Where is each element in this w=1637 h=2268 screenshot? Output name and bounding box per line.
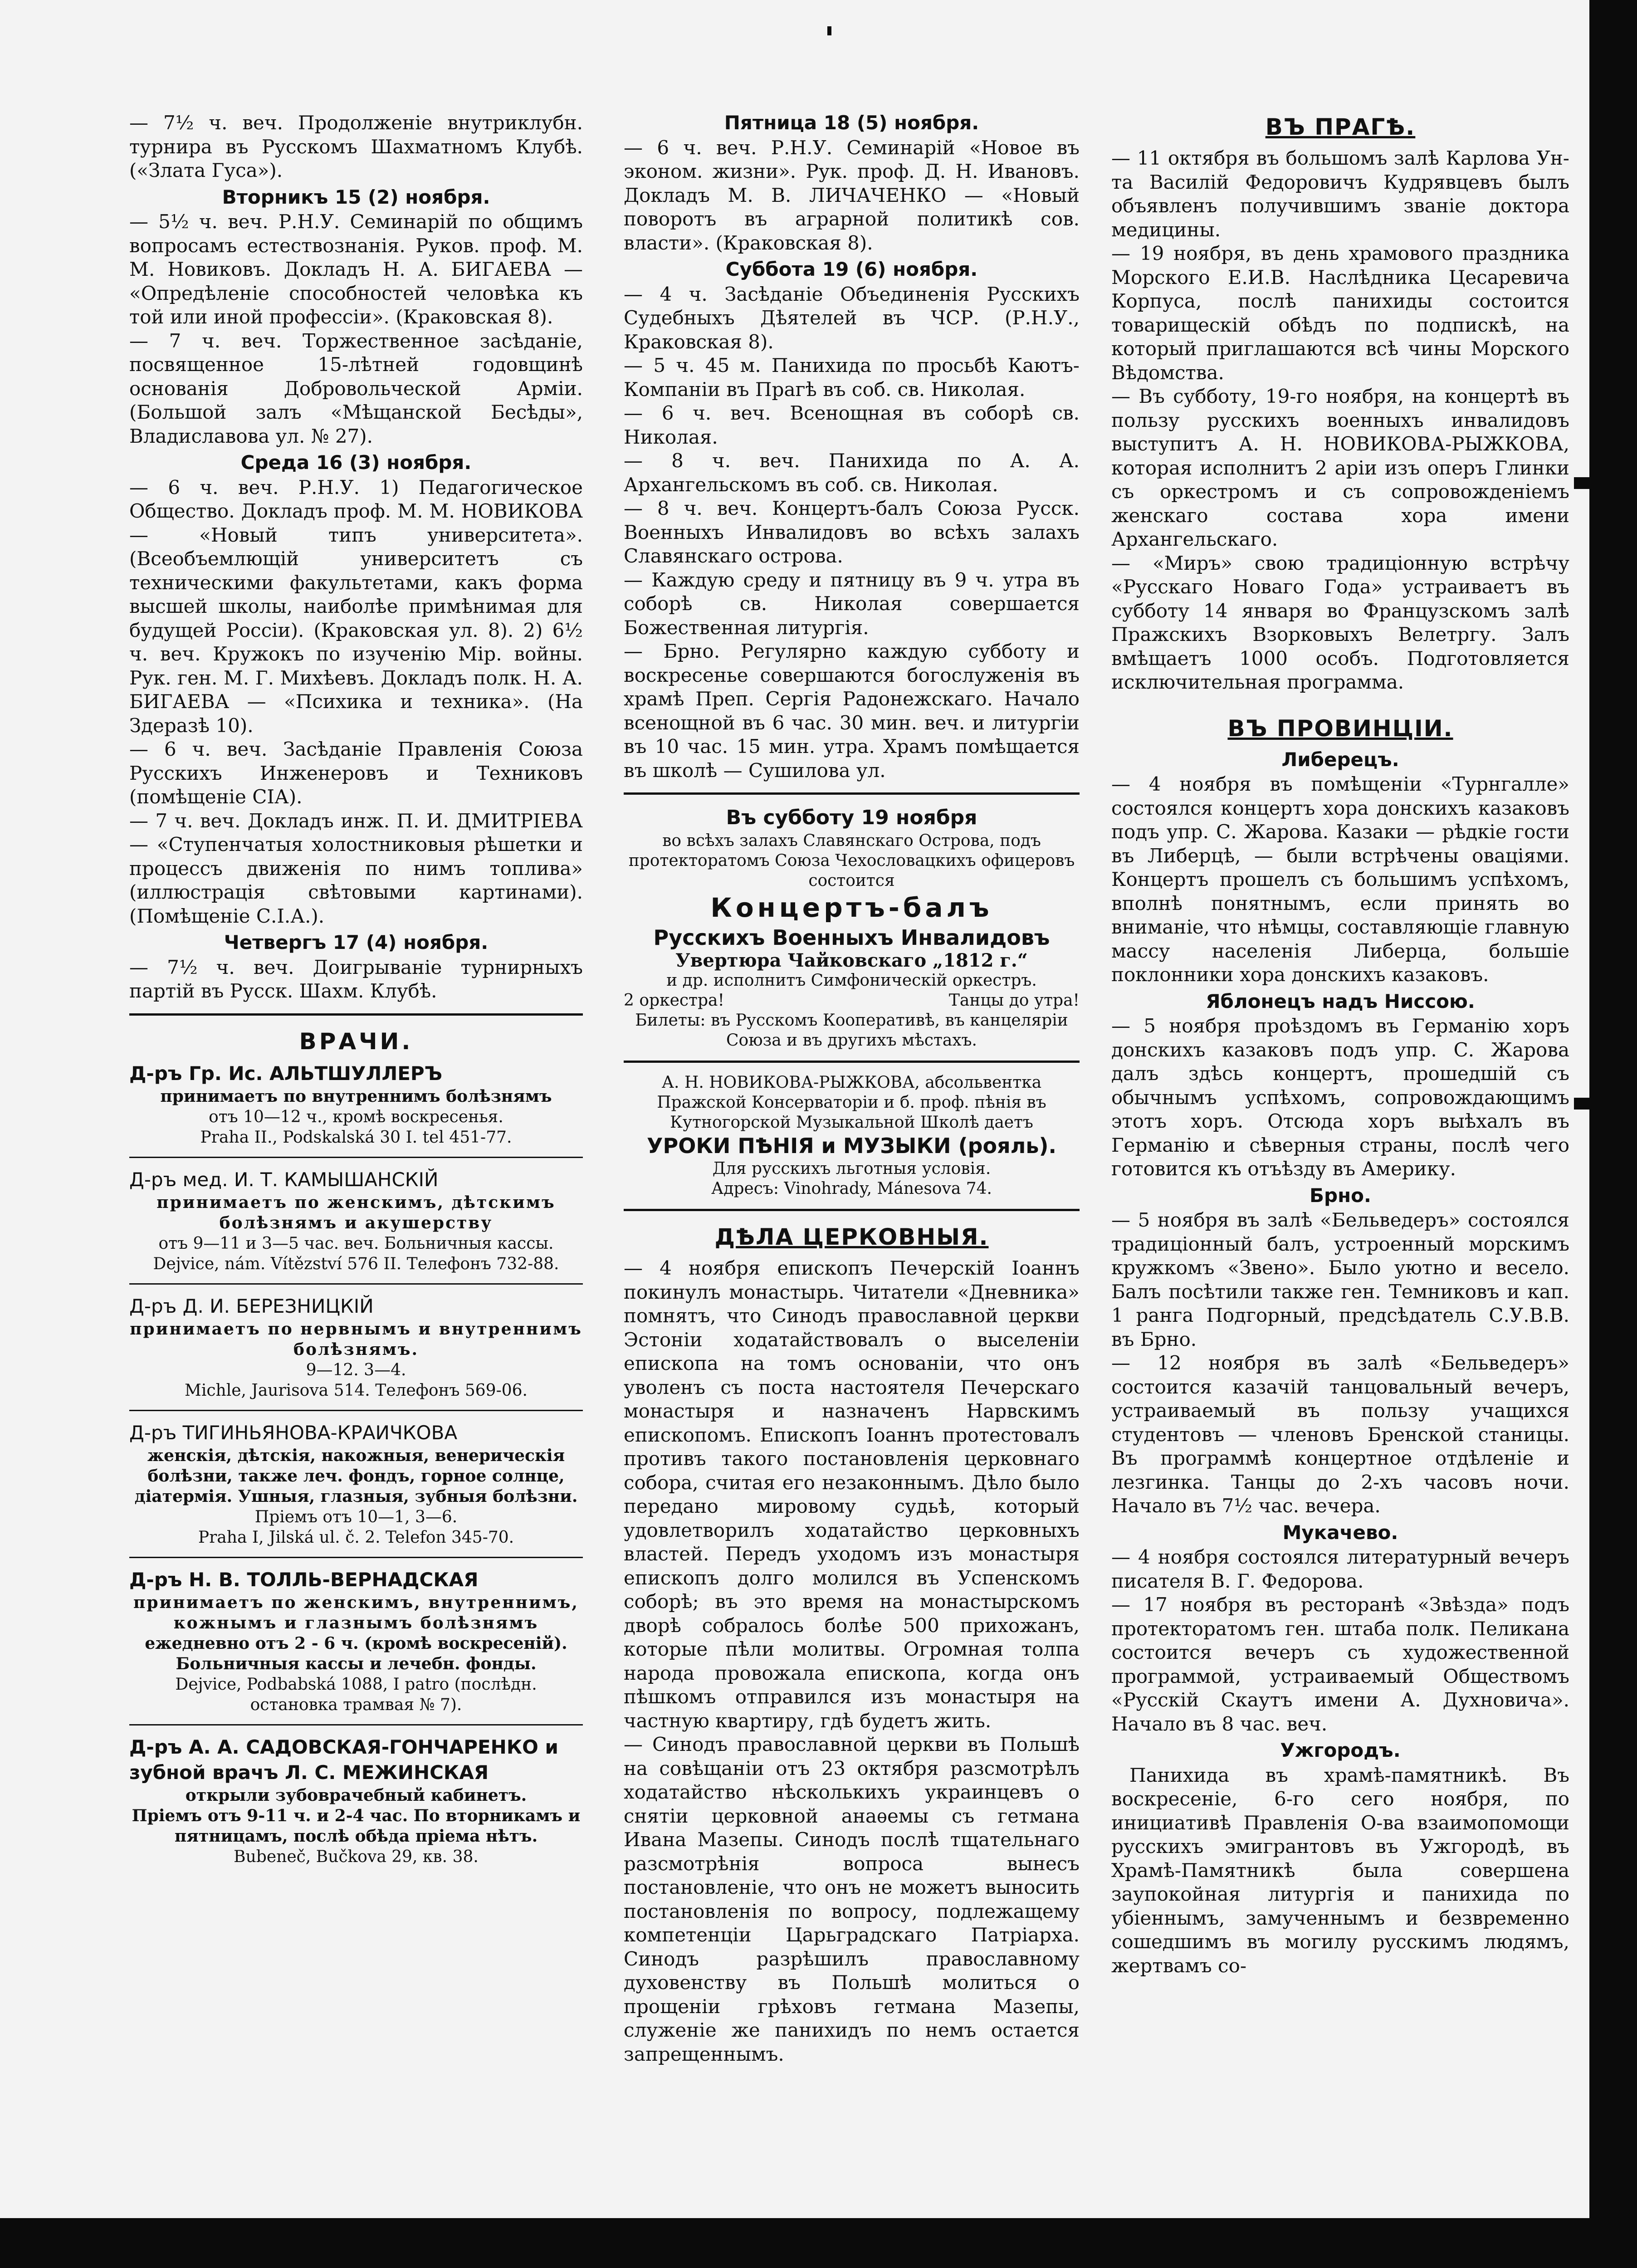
column-right xyxy=(1111,111,1569,1978)
ad-address: Адресъ: Vinohrady, Mánesova 74. xyxy=(711,1179,992,1198)
doctor-specialty: принимаетъ по внутреннимъ болѣзнямъ xyxy=(160,1086,552,1106)
scan-mark xyxy=(1574,1098,1592,1110)
doctor-ad xyxy=(129,1061,583,1148)
section-title-prague: ВЪ ПРАГѢ. xyxy=(1265,114,1416,140)
event-item: — 5 ч. 45 м. Панихида по просьбѣ Каютъ-Компаніи въ Прагѣ въ соб. св. Николая. xyxy=(624,354,1080,401)
doctor-name: Д-ръ А. А. САДОВСКАЯ-ГОНЧАРЕНКО и зубной врачъ Л. С. МЕЖИНСКАЯ xyxy=(129,1735,558,1784)
doctor-specialty: принимаетъ по нервнымъ и внутреннимъ болѣзнямъ. xyxy=(130,1319,582,1359)
doctor-hours: Пріемъ отъ 10—1, 3—6. xyxy=(254,1507,458,1526)
divider xyxy=(129,1013,583,1016)
doctor-name: Д-ръ мед. И. Т. КАМЫШАНСКІЙ xyxy=(129,1168,439,1191)
scan-border-right xyxy=(1589,0,1637,2268)
news-item: — 4 ноября епископъ Печерскій Іоаннъ покинулъ монастырь. Читатели «Дневника» помнятъ, что Синодъ православной церкви Эстоніи ходатайствовалъ о выселеніи епископа на томъ основаніи, что онъ уволенъ съ поста настоятеля Печерскаго монастыря и назначенъ Нарвскимъ епископомъ. Епископъ Іоаннъ протестовалъ противъ такого постановленія церковнаго собора, считая его незаконнымъ. Дѣло было передано мировому судьѣ, который удовлетворилъ ходатайство церковныхъ властей. Передъ уходомъ изъ монастыря епископъ долго молился въ Успенскомъ соборѣ; въ это время на монастырскомъ дворѣ собралось болѣе 500 прихожанъ, которые пѣли молитвы. Огромная толпа народа провожала епископа, когда онъ пѣшкомъ отправился изъ монастыря на частную квартиру, гдѣ будетъ жить. xyxy=(624,1257,1080,1732)
news-item: — Синодъ православной церкви въ Польшѣ на совѣщаніи отъ 23 октября разсмотрѣлъ ходатайство нѣсколькихъ украинцевъ о снятіи церковной анаѳемы съ гетмана Ивана Мазепы. Синодъ послѣ тщательнаго разсмотрѣнія вопроса вынесъ постановленіе, что онъ не можетъ выносить постановленія по вопросу, подлежащему компетенціи Царьградскаго Патріарха. Синодъ разрѣшилъ православному духовенству въ Польшѣ молиться о прощеніи грѣховъ гетмана Мазепы, служеніе же панихидъ по немъ остается запрещеннымъ. xyxy=(624,1733,1080,2065)
town-heading: Мукачево. xyxy=(1282,1521,1398,1544)
doctor-ad xyxy=(129,1420,583,1548)
news-item: — 4 ноября въ помѣщеніи «Турнгалле» состоялся концертъ хора донскихъ казаковъ подъ упр. С. Жарова. Казаки — рѣдкіе гости въ Либерцѣ, — были встрѣчены оваціями. Концертъ прошелъ съ большимъ успѣхомъ, вполнѣ понятнымъ, если принять во вниманіе, что нѣмцы, составляющіе главную массу населенія Либерца, большіе поклонники хора донскихъ казаковъ. xyxy=(1111,773,1569,986)
doctor-ad xyxy=(129,1294,583,1401)
news-item: Панихида въ храмѣ-памятникѣ. Въ воскресеніе, 6-го сего ноября, по инициативѣ Правленія О-ва взаимопомощи русскихъ эмигрантовъ въ Ужгородѣ, въ Храмѣ-Памятникѣ была совершена заупокойная литургія и панихида по убіеннымъ, замученнымъ и безвременно сошедшимъ въ могилу русскимъ людямъ, жертвамъ со- xyxy=(1111,1764,1569,1977)
ad-conditions: Для русскихъ льготныя условія. xyxy=(712,1159,991,1178)
ad-title: УРОКИ ПѢНІЯ и МУЗЫКИ (рояль). xyxy=(647,1134,1056,1158)
day-heading: Среда 16 (3) ноября. xyxy=(240,451,472,474)
town-heading: Ужгородъ. xyxy=(1280,1739,1401,1761)
day-heading: Пятница 18 (5) ноября. xyxy=(724,112,979,134)
ad-tickets: Билеты: въ Русскомъ Кооперативѣ, въ канцеляріи Союза и въ другихъ мѣстахъ. xyxy=(635,1011,1068,1050)
section-title-church: ДѢЛА ЦЕРКОВНЫЯ. xyxy=(714,1224,989,1250)
doctor-address: Michle, Jaurisova 514. Телефонъ 569-06. xyxy=(184,1381,528,1400)
news-item: — 5 ноября въ залѣ «Бельведеръ» состоялся традиціонный балъ, устроенный морскимъ кружкомъ «Звено». Было уютно и весело. Балъ посѣтили также ген. Темниковъ и кап. 1 ранга Подгорный, предсѣдатель С.У.В.В. въ Брно. xyxy=(1111,1209,1569,1350)
news-item: — «Миръ» свою традиціонную встрѣчу «Русскаго Новаго Года» устраиваетъ въ субботу 14 января во Французскомъ залѣ Пражскихъ Взорковыхъ Велетргу. Залъ вмѣщаетъ 1000 особъ. Подготовляется исключительная программа. xyxy=(1111,552,1569,693)
ad-teacher: А. Н. НОВИКОВА-РЫЖКОВА, абсольвентка Пражской Консерваторіи и б. проф. пѣнія въ Кутногорской Музыкальной Школѣ даетъ xyxy=(657,1073,1046,1132)
town-heading: Брно. xyxy=(1310,1184,1371,1207)
lessons-ad xyxy=(624,1073,1080,1199)
ad-note-right: Танцы до утра! xyxy=(948,991,1080,1010)
event-item: — Брно. Регулярно каждую субботу и воскресенье совершаются богослуженія въ храмѣ Преп. Сергія Радонежскаго. Начало всенощной въ 6 час. 30 мин. веч. и литургіи въ 10 час. 15 мин. утра. Храмъ помѣщается въ школѣ — Сушилова ул. xyxy=(624,640,1080,782)
event-item: — 5½ ч. веч. Р.Н.У. Семинарій по общимъ вопросамъ естествознанія. Руков. проф. М. М. Новиковъ. Докладъ Н. А. БИГАЕВА — «Опредѣленіе способностей человѣка къ той или иной профессіи». (Краковская 8). xyxy=(129,210,583,328)
ad-note-left: 2 оркестра! xyxy=(624,991,724,1010)
ad-venue: во всѣхъ залахъ Славянскаго Острова, подъ протекторатомъ Союза Чехословацкихъ офицеровъ состоится xyxy=(628,831,1075,890)
divider xyxy=(624,792,1080,795)
news-item: — 19 ноября, въ день храмового праздника Морского Е.И.В. Наслѣдника Цесаревича Корпуса, послѣ панихиды состоится товарищескій обѣдъ по подпискѣ, на который приглашаются всѣ чины Морского Вѣдомства. xyxy=(1111,242,1569,384)
ad-title: Концертъ-балъ xyxy=(710,892,993,923)
column-left xyxy=(129,111,583,1867)
event-item: — 7 ч. веч. Докладъ инж. П. И. ДМИТРІЕВА — «Ступенчатыя холостниковыя рѣшетки и процессъ движенія по нимъ топлива» (иллюстрація свѣтовыми картинами). (Помѣщеніе С.І.А.). xyxy=(129,809,583,927)
event-item: — 6 ч. веч. Всенощная въ соборѣ св. Николая. xyxy=(624,402,1080,448)
event-item: — 6 ч. веч. Р.Н.У. Семинарій «Новое въ эконом. жизни». Рук. проф. Д. Н. Ивановъ. Докладъ М. В. ЛИЧАЧЕНКО — «Новый поворотъ въ аграрной политикѣ сов. власти». (Краковская 8). xyxy=(624,136,1080,254)
doctor-specialty: открыли зубоврачебный кабинетъ. xyxy=(185,1785,527,1805)
divider xyxy=(129,1410,583,1411)
event-item: — 8 ч. веч. Панихида по А. А. Архангельскомъ въ соб. св. Николая. xyxy=(624,450,1080,496)
doctor-hours: отъ 9—11 и 3—5 час. веч. Больничныя кассы. xyxy=(158,1234,554,1253)
doctor-specialty: принимаетъ по женскимъ, дѣтскимъ болѣзнямъ и акушерству xyxy=(156,1193,556,1232)
doctor-name: Д-ръ Н. В. ТОЛЛЬ-ВЕРНАДСКАЯ xyxy=(129,1568,479,1591)
concert-ball-ad xyxy=(624,805,1080,1051)
doctor-name: Д-ръ ТИГИНЬЯНОВА-КРАИЧКОВА xyxy=(129,1421,458,1444)
doctor-specialty: женскія, дѣтскія, накожныя, венерическія болѣзни, также леч. фондъ, горное солнце, діатермія. Ушныя, глазныя, зубныя болѣзни. xyxy=(134,1446,578,1506)
ad-program: Увертюра Чайковскаго „1812 г.“ xyxy=(675,950,1028,971)
news-item: — 5 ноября проѣздомъ въ Германію хоръ донскихъ казаковъ подъ упр. С. Жарова далъ здѣсь концертъ, прошедшій съ обычнымъ успѣхомъ, сопровождающимъ этотъ хоръ. Отсюда хоръ выѣхалъ въ Германію и сѣверныя страны, послѣ чего готовится къ отъѣзду въ Америку. xyxy=(1111,1015,1569,1180)
event-item: — 6 ч. веч. Засѣданіе Правленія Союза Русскихъ Инженеровъ и Техниковъ (помѣщеніе СІА). xyxy=(129,738,583,808)
doctor-specialty: принимаетъ по женскимъ, внутреннимъ, кожнымъ и глазнымъ болѣзнямъ xyxy=(133,1593,579,1633)
doctor-name: Д-ръ Гр. Ис. АЛЬТШУЛЛЕРЪ xyxy=(129,1062,443,1085)
event-item: — 7½ ч. веч. Продолженіе внутриклубн. турнира въ Русскомъ Шахматномъ Клубѣ. («Злата Гуса»). xyxy=(129,112,583,181)
doctor-address: Bubeneč, Bučkova 29, кв. 38. xyxy=(234,1847,479,1866)
news-item: — 12 ноября въ залѣ «Бельведеръ» состоится казачій танцовальный вечеръ, устраиваемый въ пользу учащихся студентовъ — членовъ Бренской станицы. Въ программѣ концертное отдѣленіе и лезгинка. Танцы до 2-хъ часовъ ночи. Начало въ 7½ час. вечера. xyxy=(1111,1352,1569,1517)
town-heading: Яблонецъ надъ Ниссою. xyxy=(1206,990,1475,1012)
doctor-ad xyxy=(129,1167,583,1274)
news-item: — Въ субботу, 19-го ноября, на концертѣ въ пользу русскихъ военныхъ инвалидовъ выступитъ А. Н. НОВИКОВА-РЫЖКОВА, которая исполнитъ 2 аріи изъ оперъ Глинки съ оркестромъ и съ сопровожденіемъ женскаго состава хора имени Архангельскаго. xyxy=(1111,385,1569,550)
divider xyxy=(129,1157,583,1158)
doctor-ad xyxy=(129,1735,583,1867)
section-title-provinces: ВЪ ПРОВИНЦІИ. xyxy=(1227,715,1453,742)
ad-orchestra: и др. исполнитъ Симфоническій оркестръ. xyxy=(666,971,1037,990)
ad-subtitle: Русскихъ Военныхъ Инвалидовъ xyxy=(653,925,1050,950)
event-item: — 4 ч. Засѣданіе Объединенія Русскихъ Судебныхъ Дѣятелей въ ЧСР. (Р.Н.У., Краковская 8). xyxy=(624,283,1080,353)
doctor-name: Д-ръ Д. И. БЕРЕЗНИЦКІЙ xyxy=(129,1295,374,1317)
divider xyxy=(129,1283,583,1285)
town-heading: Либерецъ. xyxy=(1281,748,1399,771)
doctor-address: Dejvice, nám. Vítězství 576 II. Телефонъ 732-88. xyxy=(153,1254,559,1273)
ad-date: Въ субботу 19 ноября xyxy=(726,806,977,829)
event-item: — Каждую среду и пятницу въ 9 ч. утра въ соборѣ св. Николая совершается Божественная литургія. xyxy=(624,568,1080,639)
doctor-address: Praha II., Podskalská 30 I. tel 451-77. xyxy=(200,1128,512,1147)
divider xyxy=(624,1209,1080,1211)
doctor-hours: отъ 10—12 ч., кромѣ воскресенья. xyxy=(209,1107,503,1126)
scan-mark xyxy=(1574,477,1592,489)
doctor-ad xyxy=(129,1567,583,1715)
day-heading: Вторникъ 15 (2) ноября. xyxy=(222,186,490,208)
doctor-address: Dejvice, Podbabská 1088, I patro (послѣдн. остановка трамвая № 7). xyxy=(175,1675,537,1714)
divider xyxy=(129,1557,583,1558)
doctor-hours: ежедневно отъ 2 - 6 ч. (кромѣ воскресеній). Больничныя кассы и лечебн. фонды. xyxy=(145,1633,567,1673)
news-item: — 4 ноября состоялся литературный вечеръ писателя В. Г. Федорова. xyxy=(1111,1546,1569,1592)
event-item: — 7 ч. веч. Торжественное засѣданіе, посвященное 15-лѣтней годовщинѣ основанія Добровольческой Арміи. (Большой залъ «Мѣщанской Бесѣды», Владиславова ул. № 27). xyxy=(129,329,583,447)
section-title-doctors: ВРАЧИ. xyxy=(299,1028,413,1055)
news-item: — 11 октября въ большомъ залѣ Карлова Ун-та Василій Федоровичъ Кудрявцевъ былъ объявленъ получившимъ званіе доктора медицины. xyxy=(1111,147,1569,241)
scan-border-bottom xyxy=(0,2218,1637,2268)
column-middle xyxy=(624,111,1080,2066)
event-item: — 7½ ч. веч. Доигрываніе турнирныхъ партій въ Русск. Шахм. Клубѣ. xyxy=(129,956,583,1002)
doctor-hours: Пріемъ отъ 9-11 ч. и 2-4 час. По вторникамъ и пятницамъ, послѣ обѣда пріема нѣтъ. xyxy=(132,1806,581,1846)
doctor-address: Praha I, Jilská ul. č. 2. Telefon 345-70. xyxy=(198,1528,514,1547)
news-item: — 17 ноября въ ресторанѣ «Звѣзда» подъ протекторатомъ ген. штаба полк. Пеликана состоится вечеръ съ художественной программой, устраиваемый Обществомъ «Русскій Скаутъ имени А. Духновича». Начало въ 8 час. веч. xyxy=(1111,1593,1569,1735)
event-item: — 8 ч. веч. Концертъ-балъ Союза Русск. Военныхъ Инвалидовъ во всѣхъ залахъ Славянскаго острова. xyxy=(624,497,1080,567)
divider xyxy=(129,1724,583,1725)
event-item: — 6 ч. веч. Р.Н.У. 1) Педагогическое Общество. Докладъ проф. М. М. НОВИКОВА — «Новый типъ университета». (Всеобъемлющій университетъ съ техническими факультетами, какъ форма высшей школы, наиболѣе примѣнимая для будущей Россіи). (Краковская ул. 8). 2) 6½ ч. веч. Кружокъ по изученію Мір. войны. Рук. ген. М. Г. Михѣевъ. Докладъ полк. Н. А. БИГАЕВА — «Психика и техника». (На Здеразѣ 10). xyxy=(129,476,583,737)
scan-mark xyxy=(827,26,831,35)
doctor-hours: 9—12. 3—4. xyxy=(306,1360,406,1379)
day-heading: Суббота 19 (6) ноября. xyxy=(725,258,978,280)
divider xyxy=(624,1061,1080,1063)
day-heading: Четвергъ 17 (4) ноября. xyxy=(224,931,489,953)
